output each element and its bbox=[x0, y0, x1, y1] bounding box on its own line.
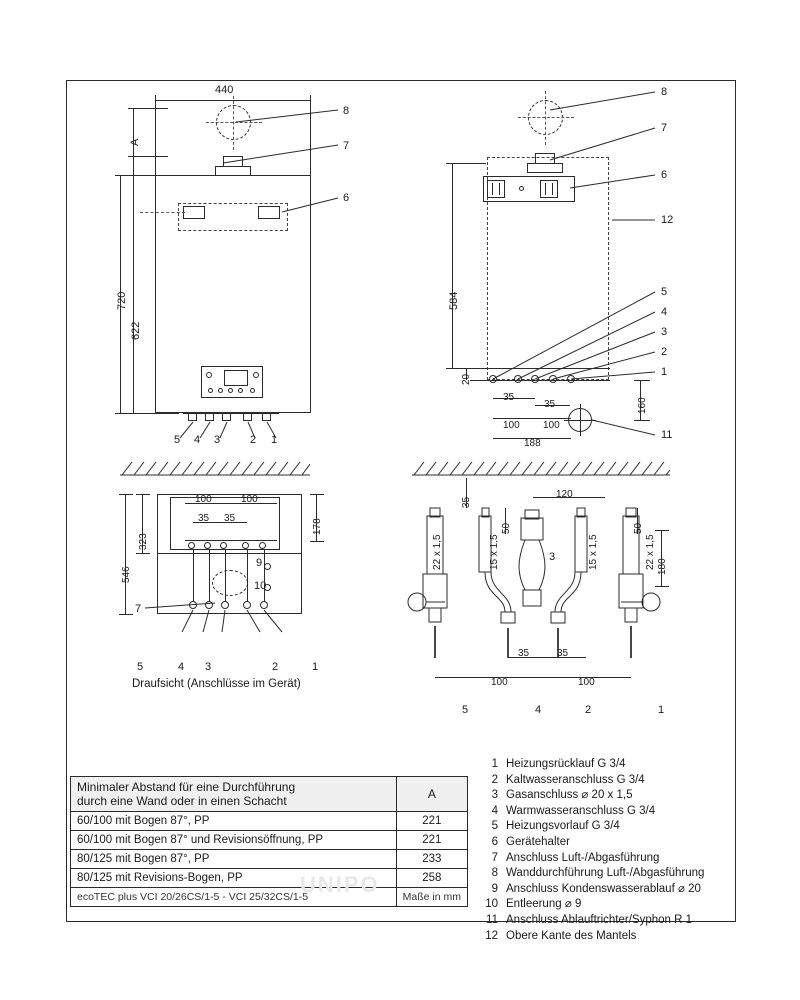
dim-side-35-a: 35 bbox=[503, 392, 515, 403]
legend-number: 3 bbox=[491, 789, 498, 802]
watermark: UNIPO bbox=[300, 872, 380, 897]
callout-top-10: 10 bbox=[254, 580, 267, 592]
callout-side-3: 3 bbox=[661, 326, 668, 338]
table-header-a: A bbox=[396, 777, 467, 812]
dim-conn-22x15-left: 22 x 1,5 bbox=[432, 534, 443, 570]
dim-conn-35-b: 35 bbox=[557, 648, 569, 659]
legend-text: Wanddurchführung Luft-/Abgasführung bbox=[506, 867, 705, 880]
legend-number: 10 bbox=[485, 898, 498, 911]
legend-item bbox=[480, 773, 704, 789]
dim-top-35-a: 35 bbox=[198, 513, 210, 524]
top-view-wall-hatch bbox=[120, 462, 310, 476]
table-cell-label: 80/125 mit Revisions-Bogen, PP bbox=[71, 869, 397, 888]
legend-number: 8 bbox=[491, 867, 498, 880]
legend-number: 9 bbox=[491, 882, 498, 895]
dim-front-width: 440 bbox=[215, 84, 234, 96]
dim-top-100-b: 100 bbox=[241, 494, 258, 505]
dim-conn-50-b: 50 bbox=[633, 522, 644, 534]
legend-item bbox=[480, 788, 704, 804]
table-row bbox=[71, 869, 468, 888]
dim-front-height-body: 622 bbox=[130, 321, 142, 340]
callout-conn-3: 3 bbox=[549, 551, 556, 563]
legend-item bbox=[480, 929, 704, 945]
dim-front-a: A bbox=[129, 138, 141, 146]
dim-conn-35-top: 35 bbox=[461, 496, 472, 508]
legend-number: 12 bbox=[485, 929, 498, 942]
dim-conn-120: 120 bbox=[556, 489, 573, 500]
callout-front-4: 4 bbox=[194, 434, 201, 446]
callout-front-7: 7 bbox=[343, 140, 350, 152]
legend-text: Warmwasseranschluss G 3/4 bbox=[506, 804, 656, 817]
arrow-label-4: 4 bbox=[535, 704, 542, 716]
callout-top-7: 7 bbox=[135, 603, 142, 615]
callout-top-5: 5 bbox=[137, 661, 144, 673]
arrow-label-2: 2 bbox=[585, 704, 592, 716]
dim-side-584: 584 bbox=[448, 291, 460, 310]
table-header-line2: durch eine Wand oder in einen Schacht bbox=[77, 794, 287, 808]
dim-conn-50-a: 50 bbox=[501, 522, 512, 534]
table-cell-value: 258 bbox=[396, 869, 467, 888]
legend-list bbox=[480, 757, 704, 944]
top-leader-lines bbox=[110, 550, 330, 670]
legend-number: 5 bbox=[491, 820, 498, 833]
legend-text: Gasanschluss ⌀ 20 x 1,5 bbox=[506, 789, 633, 802]
table-cell-label: 60/100 mit Bogen 87° und Revisionsöffnung, PP bbox=[71, 831, 397, 850]
dim-top-178: 178 bbox=[312, 518, 323, 535]
callout-front-1: 1 bbox=[271, 434, 278, 446]
table-footer-row bbox=[71, 888, 468, 907]
table-cell-value: 221 bbox=[396, 831, 467, 850]
table-row bbox=[71, 812, 468, 831]
table-footer-units: Maße in mm bbox=[396, 888, 467, 907]
callout-side-6: 6 bbox=[661, 169, 668, 181]
legend-item bbox=[480, 866, 704, 882]
legend-text: Anschluss Kondenswasserablauf ⌀ 20 bbox=[506, 882, 701, 895]
callout-side-12: 12 bbox=[661, 214, 674, 226]
legend-number: 11 bbox=[486, 913, 498, 926]
legend-text: Heizungsrücklauf G 3/4 bbox=[506, 758, 626, 770]
legend-item bbox=[480, 882, 704, 898]
callout-side-7: 7 bbox=[661, 122, 668, 134]
dim-side-100-b: 100 bbox=[543, 420, 560, 431]
side-leader-lines bbox=[440, 80, 740, 450]
callout-top-2: 2 bbox=[272, 661, 279, 673]
dim-front-height-total: 720 bbox=[116, 291, 128, 310]
top-view-caption: Draufsicht (Anschlüsse im Gerät) bbox=[132, 678, 301, 690]
callout-front-3: 3 bbox=[214, 434, 221, 446]
dim-side-188: 188 bbox=[524, 438, 541, 449]
table-header-label bbox=[71, 777, 397, 812]
legend-number: 2 bbox=[491, 773, 498, 786]
dim-conn-15x15-right: 15 x 1,5 bbox=[588, 534, 599, 570]
connections-fittings bbox=[405, 478, 685, 658]
dim-side-35-b: 35 bbox=[544, 399, 556, 410]
legend-text: Entleerung ⌀ 9 bbox=[506, 898, 582, 911]
legend-text: Gerätehalter bbox=[506, 835, 570, 848]
callout-top-9: 9 bbox=[256, 557, 263, 569]
dim-conn-15x15-left: 15 x 1,5 bbox=[489, 534, 500, 570]
legend-text: Anschluss Ablauftrichter/Syphon R 1 bbox=[506, 913, 693, 926]
legend-item bbox=[480, 897, 704, 913]
dim-top-323: 323 bbox=[138, 533, 149, 550]
dim-top-100-a: 100 bbox=[195, 494, 212, 505]
callout-side-5: 5 bbox=[661, 286, 668, 298]
dim-side-20: 20 bbox=[461, 373, 472, 385]
arrow-label-1: 1 bbox=[658, 704, 665, 716]
dim-top-546: 546 bbox=[121, 566, 132, 583]
table-cell-value: 233 bbox=[396, 850, 467, 869]
legend-text: Anschluss Luft-/Abgasführung bbox=[506, 851, 660, 864]
legend-number: 7 bbox=[491, 851, 498, 864]
dim-conn-35-a: 35 bbox=[518, 648, 530, 659]
table-row bbox=[71, 850, 468, 869]
table-header-line1: Minimaler Abstand für eine Durchführung bbox=[77, 780, 296, 794]
legend-item bbox=[480, 835, 704, 851]
table-footer-model: ecoTEC plus VCI 20/26CS/1-5 - VCI 25/32CS/1-5 bbox=[71, 888, 397, 907]
legend-text: Kaltwasseranschluss G 3/4 bbox=[506, 773, 645, 786]
legend-item bbox=[480, 913, 704, 929]
legend-item bbox=[480, 757, 704, 773]
table-cell-label: 80/125 mit Bogen 87°, PP bbox=[71, 850, 397, 869]
legend-number: 6 bbox=[491, 835, 498, 848]
clearance-table bbox=[70, 776, 468, 907]
table-cell-value: 221 bbox=[396, 812, 467, 831]
dim-conn-100-b: 100 bbox=[578, 677, 595, 688]
callout-front-8: 8 bbox=[343, 105, 350, 117]
table-cell-label: 60/100 mit Bogen 87°, PP bbox=[71, 812, 397, 831]
callout-side-4: 4 bbox=[661, 306, 668, 318]
callout-front-5: 5 bbox=[174, 434, 181, 446]
callout-top-3: 3 bbox=[205, 661, 212, 673]
table-header-row bbox=[71, 777, 468, 812]
dim-top-35-b: 35 bbox=[224, 513, 236, 524]
legend-text: Obere Kante des Mantels bbox=[506, 929, 637, 942]
callout-side-11: 11 bbox=[661, 429, 673, 441]
legend-text: Heizungsvorlauf G 3/4 bbox=[506, 820, 620, 833]
callout-top-1: 1 bbox=[312, 661, 319, 673]
dim-conn-100-a: 100 bbox=[491, 677, 508, 688]
dim-side-160: 160 bbox=[637, 397, 648, 414]
connections-wall-hatch bbox=[412, 462, 670, 476]
callout-front-6: 6 bbox=[343, 192, 350, 204]
legend-item bbox=[480, 851, 704, 867]
arrow-label-5: 5 bbox=[462, 704, 469, 716]
callout-side-8: 8 bbox=[661, 86, 668, 98]
dim-conn-22x15-right: 22 x 1,5 bbox=[645, 534, 656, 570]
callout-front-2: 2 bbox=[250, 434, 257, 446]
callout-side-2: 2 bbox=[661, 346, 668, 358]
dim-side-100-a: 100 bbox=[503, 420, 520, 431]
legend-item bbox=[480, 819, 704, 835]
legend-number: 4 bbox=[491, 804, 498, 817]
dim-conn-180: 180 bbox=[657, 558, 668, 575]
legend-number: 1 bbox=[491, 758, 498, 770]
legend-item bbox=[480, 804, 704, 820]
table-row bbox=[71, 831, 468, 850]
callout-side-1: 1 bbox=[661, 366, 668, 378]
callout-top-4: 4 bbox=[178, 661, 185, 673]
